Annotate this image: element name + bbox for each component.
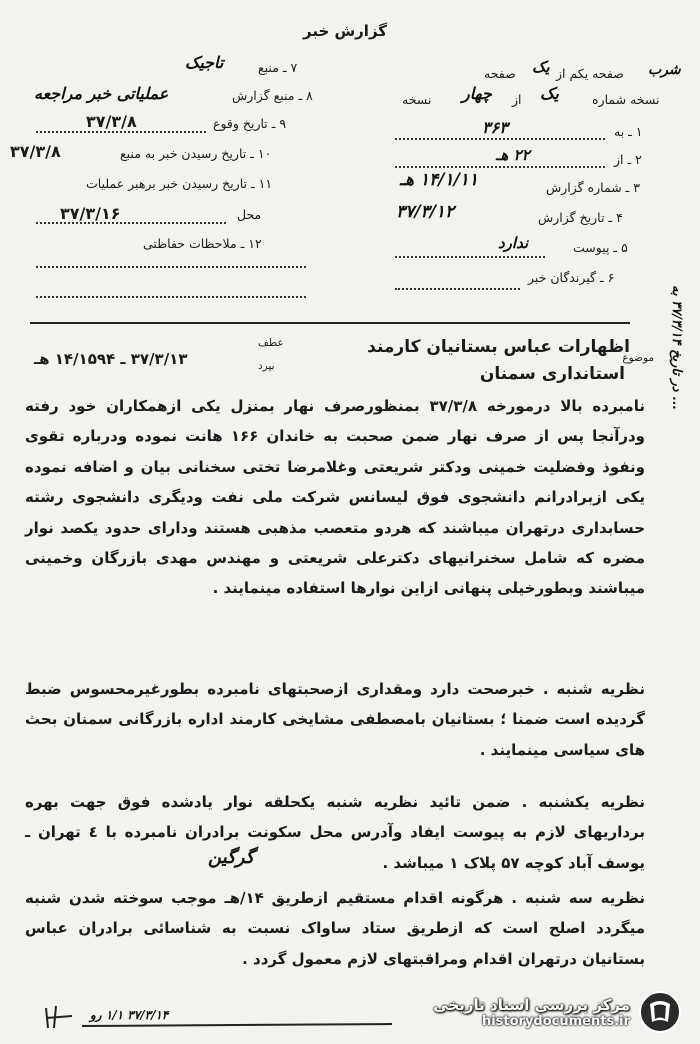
- archive-watermark: [433, 990, 682, 1034]
- footer-handwritten-text: ۳۷/۳/۱۴ ۱/۱ رو: [90, 1008, 169, 1022]
- field-location-value: ۳۷/۳/۱۶: [60, 204, 121, 223]
- field-page-suffix: صفحه: [484, 66, 516, 81]
- dotted-line: [36, 266, 306, 268]
- subject-line-1: اظهارات عباس بستانیان کارمند: [367, 337, 630, 357]
- field-received-by-ops-label: ۱۱ ـ تاریخ رسیدن خبر برهبر عملیات: [86, 176, 273, 191]
- field-security-notes-label: ۱۲ ـ ملاحظات حفاظتی: [143, 236, 262, 251]
- field-report-number-value: ۱۴/۱/۱۱ هـ: [400, 170, 478, 190]
- watermark-url: historydocuments.ir: [481, 1013, 630, 1029]
- field-report-date-value: ۳۷/۳/۱۲: [396, 202, 455, 222]
- field-source-value: تاجیک: [185, 53, 224, 72]
- reference-label: عطف: [258, 337, 284, 349]
- margin-handwritten-note: [662, 285, 684, 665]
- corner-word: شرب: [648, 62, 681, 78]
- body-paragraph-3: نظریه یکشنبه . ضمن تائید نظریه شنبه یکحلقه نوار یادشده فوق جهت بهره برداریهای لازم به پیوست ایفاد وآدرس محل سکونت برادران نامبرده با ٤ تهران ـ یوسف آباد کوچه ۵۷ پلاک ۱ میباشد .: [25, 793, 645, 872]
- field-copy-mid: از: [512, 92, 522, 107]
- field-copy-value: یک: [540, 84, 559, 103]
- body-paragraph-2: نظریه شنبه . خبرصحت دارد ومقداری ازصحبتهای نامبرده بطورغیرمحسوس ضبط گردیده است ضمنا ؛ بستانیان بامصطفی مشایخی کارمند اداره بازرگانی سمنان بحث های سیاسی مینمایند .: [25, 680, 645, 759]
- archive-logo-icon: [638, 990, 682, 1034]
- field-page-value: یک: [532, 58, 550, 76]
- field-attachment-value: ندارد: [498, 234, 529, 252]
- field-page-label: صفحه یکم از: [556, 66, 624, 81]
- reference-value: ۳۷/۳/۱۳ ـ ۱۴/۱۵۹۴ هـ: [34, 350, 188, 368]
- field-occurrence-date-label: ۹ ـ تاریخ وقوع: [213, 116, 287, 131]
- reference-prefix: بپرد: [258, 360, 275, 372]
- field-from-label: ۲ ـ از: [614, 152, 642, 167]
- field-to-value: ۳۶۳: [482, 118, 508, 137]
- margin-note-text: در تاریخ ۳۷/۳/۱۴ به ...: [669, 285, 684, 410]
- dotted-line: [36, 222, 226, 224]
- body-paragraph-4: نظریه سه شنبه . هرگونه اقدام مستقیم ازطریق ۱۴/هـ موجب سوخته شدن شنبه میگردد اصلح است که ازطریق ستاد ساواک نسبت به شناسائی برادران عباس بستانیان درتهران اقدام ومراقبتهای لازم معمول گردد .: [25, 889, 645, 968]
- field-copy-label: نسخه شماره: [592, 92, 660, 107]
- dotted-line: [395, 138, 605, 140]
- dotted-line: [36, 131, 206, 133]
- field-report-date-label: ۴ ـ تاریخ گزارش: [538, 210, 623, 225]
- dotted-line: [36, 296, 306, 298]
- field-source-label: ۷ ـ منبع: [258, 60, 298, 75]
- subject-label: موضوع: [622, 352, 654, 364]
- field-received-by-source-label: ۱۰ ـ تاریخ رسیدن خبر به منبع: [120, 146, 272, 161]
- handwritten-signature: گرگین: [208, 847, 255, 868]
- dotted-line: [395, 256, 545, 258]
- header-divider: [30, 322, 630, 324]
- document-title: گزارش خبر: [302, 22, 388, 40]
- field-location-label: محل: [237, 207, 262, 222]
- field-to-label: ۱ ـ به: [614, 124, 643, 139]
- body-paragraph-1: نامبرده بالا درمورخه ۳۷/۳/۸ بمنظورصرف نهار بمنزل یکی ازهمکاران خود رفته ودرآنجا پس از صرف نهار ضمن صحبت به خاندان ۱۶۶ هانت نموده ودرباره تقوی ونفوذ وفضلیت خمینی ودکتر شریعتی وغلامرضا تختی سخنانی بیان و اضافه نموده یکی ازبرادرانم دانشجوی فوق لیسانس شرکت ملی نفت ودیگری دانشجوی رشته حسابداری درتهران میباشند که هردو متعصب مذهبی هستند ودارای حدود یکصد نوار مضره که شامل سخنرانیهای دکترعلی شریعتی و مهندس مهدی بازرگان وخمینی میباشند وبطورخیلی پنهانی ازاین نوارها استفاده مینمایند .: [25, 397, 645, 598]
- field-from-value: ۲۲ هـ: [496, 146, 530, 164]
- field-report-source-label: ۸ ـ منبع گزارش: [232, 88, 313, 103]
- field-recipients-label: ۶ ـ گیرندگان خبر: [528, 270, 615, 285]
- field-occurrence-date-value: ۳۷/۳/۸: [86, 112, 137, 131]
- field-received-by-source-value: ۳۷/۳/۸: [10, 142, 61, 161]
- field-copy-value2: چهار: [462, 84, 492, 103]
- field-report-source-value: عملیاتی خبر مراجعه: [34, 84, 169, 103]
- dotted-line: [395, 288, 520, 290]
- dotted-line: [395, 166, 605, 168]
- field-report-number-label: ۳ ـ شماره گزارش: [546, 180, 641, 195]
- watermark-name: مرکز بررسی اسناد تاریخی: [433, 995, 630, 1014]
- field-attachment-label: ۵ ـ پیوست: [573, 240, 628, 255]
- field-copy-suffix: نسخه: [402, 92, 432, 107]
- subject-line-2: استانداری سمنان: [479, 364, 625, 384]
